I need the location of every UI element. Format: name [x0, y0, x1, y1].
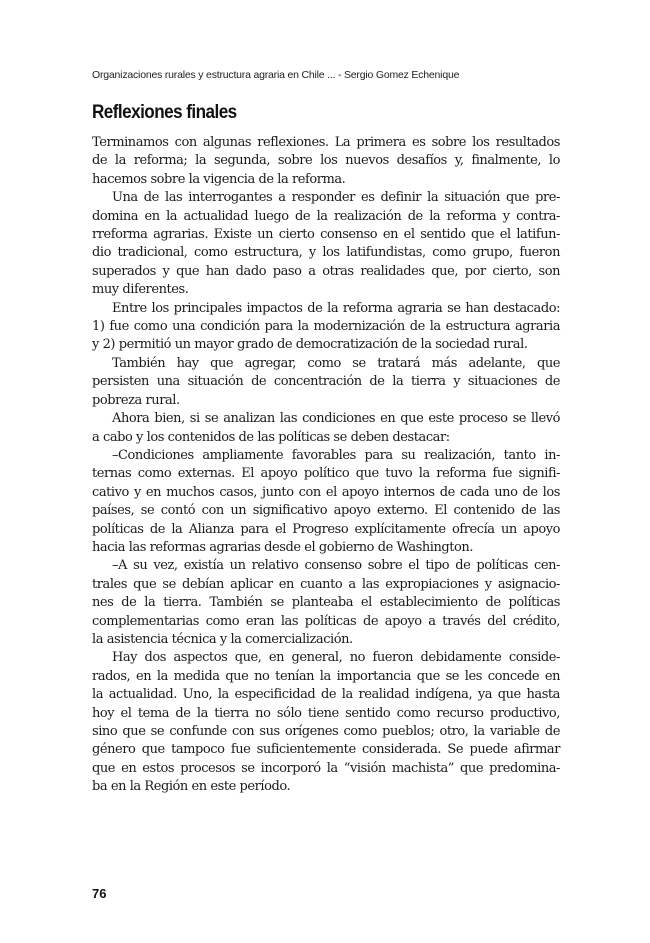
text-line: dio tradicional, como estructura, y los latifundistas, como grupo, fueron: [92, 245, 560, 261]
text-line: ternas como externas. El apoyo político que tuvo la reforma fue signifi-: [92, 466, 560, 482]
text-line: –Condiciones ampliamente favorables para su realización, tanto in-: [112, 447, 560, 463]
text-line: Terminamos con algunas reflexiones. La primera es sobre los resultados: [92, 135, 560, 150]
text-line: ba en la Región en este período.: [92, 779, 291, 795]
text-line: persisten una situación de concentración de la tierra y situaciones de: [92, 374, 560, 390]
text-line: trales que se debían aplicar en cuanto a las expropiaciones y asignacio-: [92, 576, 560, 592]
text-line: y 2) permitió un mayor grado de democratización de la sociedad rural.: [92, 337, 528, 353]
text-line: domina en la actualidad luego de la realización de la reforma y contra-: [92, 208, 560, 224]
text-line: a cabo y los contenidos de las políticas se deben destacar:: [92, 429, 450, 445]
text-line: –A su vez, existía un relativo consenso sobre el tipo de políticas cen-: [112, 558, 560, 574]
text-line: complementarias como eran las políticas de apoyo a través del crédito,: [92, 613, 560, 629]
text-line: sino que se confunde con sus orígenes como pueblos; otro, la variable de: [92, 724, 560, 739]
running-head: Organizaciones rurales y estructura agraria en Chile ... - Sergio Gomez Echenique: [92, 69, 460, 81]
text-line: Ahora bien, si se analizan las condiciones en que este proceso se llevó: [112, 411, 560, 427]
text-line: Una de las interrogantes a responder es definir la situación que pre-: [112, 190, 560, 206]
text-line: superados y que han dado paso a otras realidades que, por cierto, son: [92, 263, 560, 279]
text-line: muy diferentes.: [92, 282, 189, 298]
text-line: hacemos sobre la vigencia de la reforma.: [92, 171, 346, 187]
text-line: que en estos procesos se incorporó la “visión machista” que predomina-: [92, 760, 560, 776]
body-text: [92, 134, 560, 797]
text-line: hoy el tema de la tierra no sólo tiene sentido como recurso productivo,: [92, 705, 560, 721]
text-line: género que tampoco fue suficientemente considerada. Se puede afirmar: [92, 742, 560, 758]
text-line: nes de la tierra. También se planteaba el establecimiento de políticas: [92, 595, 560, 611]
text-line: pobreza rural.: [92, 392, 180, 408]
text-line: 1) fue como una condición para la modernización de la estructura agraria: [92, 319, 560, 335]
text-line: la actualidad. Uno, la especificidad de la realidad indígena, ya que hasta: [92, 687, 560, 703]
text-line: Entre los principales impactos de la reforma agraria se han destacado:: [112, 300, 560, 316]
text-line: Hay dos aspectos que, en general, no fueron debidamente conside-: [112, 650, 560, 666]
text-line: rados, en la medida que no tenían la importancia que se les concede en: [92, 668, 560, 684]
text-line: políticas de la Alianza para el Progreso explícitamente ofrecía un apoyo: [92, 521, 560, 537]
text-line: de la reforma; la segunda, sobre los nuevos desafíos y, finalmente, lo: [92, 153, 560, 169]
text-line: cativo y en muchos casos, junto con el apoyo internos de cada uno de los: [92, 484, 560, 500]
text-line: También hay que agregar, como se tratará más adelante, que: [112, 355, 560, 371]
text-line: países, se contó con un significativo apoyo externo. El contenido de las: [92, 503, 560, 519]
page-number: 76: [92, 886, 107, 901]
text-line: la asistencia técnica y la comercialización.: [92, 631, 353, 647]
section-title: Reflexiones finales: [92, 102, 237, 123]
text-line: hacia las reformas agrarias desde el gobierno de Washington.: [92, 539, 474, 555]
text-line: rreforma agrarias. Existe un cierto consenso en el sentido que el latifun-: [92, 227, 560, 243]
